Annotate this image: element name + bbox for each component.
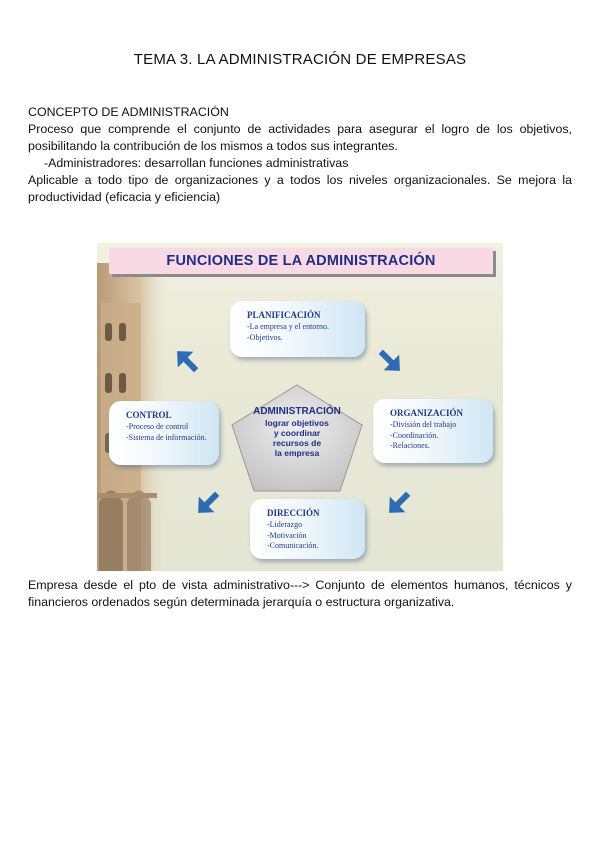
card-planificacion-title: PLANIFICACIÓN (247, 310, 321, 320)
paragraph-definition: Proceso que comprende el conjunto de actividades para asegurar el logro de los objetivos, posibilitando la contribución de los mismos a todos sus integrantes. (28, 122, 572, 153)
card-organizacion (373, 399, 493, 463)
card-direccion (250, 499, 365, 559)
section-heading: CONCEPTO DE ADMINISTRACIÓN (28, 105, 229, 119)
functions-diagram (97, 243, 503, 571)
center-line: recursos de (272, 438, 322, 448)
card-planificacion-item: -Objetivos. (247, 332, 283, 342)
card-planificacion (230, 301, 365, 357)
card-control-item: -Proceso de control (126, 422, 189, 431)
page-title: TEMA 3. LA ADMINISTRACIÓN DE EMPRESAS (133, 51, 467, 68)
arrow-up-left-icon (193, 488, 223, 518)
paragraph-empresa: Empresa desde el pto de vista administrativo---> Conjunto de elementos humanos, técnicos y financieros ordenados según determinada jerarquía o estructura organizativa. (28, 578, 572, 609)
diagram-banner (109, 248, 493, 274)
center-line: lograr objetivos (265, 418, 329, 428)
center-line: y coordinar (273, 428, 321, 438)
arrow-up-right-icon (172, 346, 202, 376)
diagram-banner-title: FUNCIONES DE LA ADMINISTRACIÓN (166, 253, 436, 269)
card-direccion-item: -Liderazgo (267, 520, 303, 529)
card-organizacion-item: -Relaciones. (390, 441, 430, 450)
card-direccion-item: -Comunicación. (267, 541, 319, 550)
card-organizacion-item: -Coordinación. (390, 430, 439, 440)
arrow-down-right-icon (375, 346, 405, 376)
center-title: ADMINISTRACIÓN (253, 406, 341, 417)
card-control-item: -Sistema de información. (126, 432, 207, 442)
center-text (230, 407, 364, 458)
card-control (109, 401, 219, 465)
card-organizacion-item: -División del trabajo (390, 420, 457, 429)
arrow-down-left-icon (384, 488, 414, 518)
card-direccion-item: -Motivación (267, 530, 307, 540)
card-control-title: CONTROL (126, 410, 172, 420)
card-direccion-title: DIRECCIÓN (267, 508, 320, 518)
card-organizacion-title: ORGANIZACIÓN (390, 408, 464, 418)
paragraph-applicability: Aplicable a todo tipo de organizaciones y a todos los niveles organizacionales. Se mejora la productividad (eficacia y eficiencia) (28, 173, 572, 204)
center-line: la empresa (274, 448, 320, 458)
bullet-administradores: -Administradores: desarrollan funciones administrativas (44, 156, 349, 170)
card-planificacion-item: -La empresa y el entorno. (247, 322, 329, 331)
